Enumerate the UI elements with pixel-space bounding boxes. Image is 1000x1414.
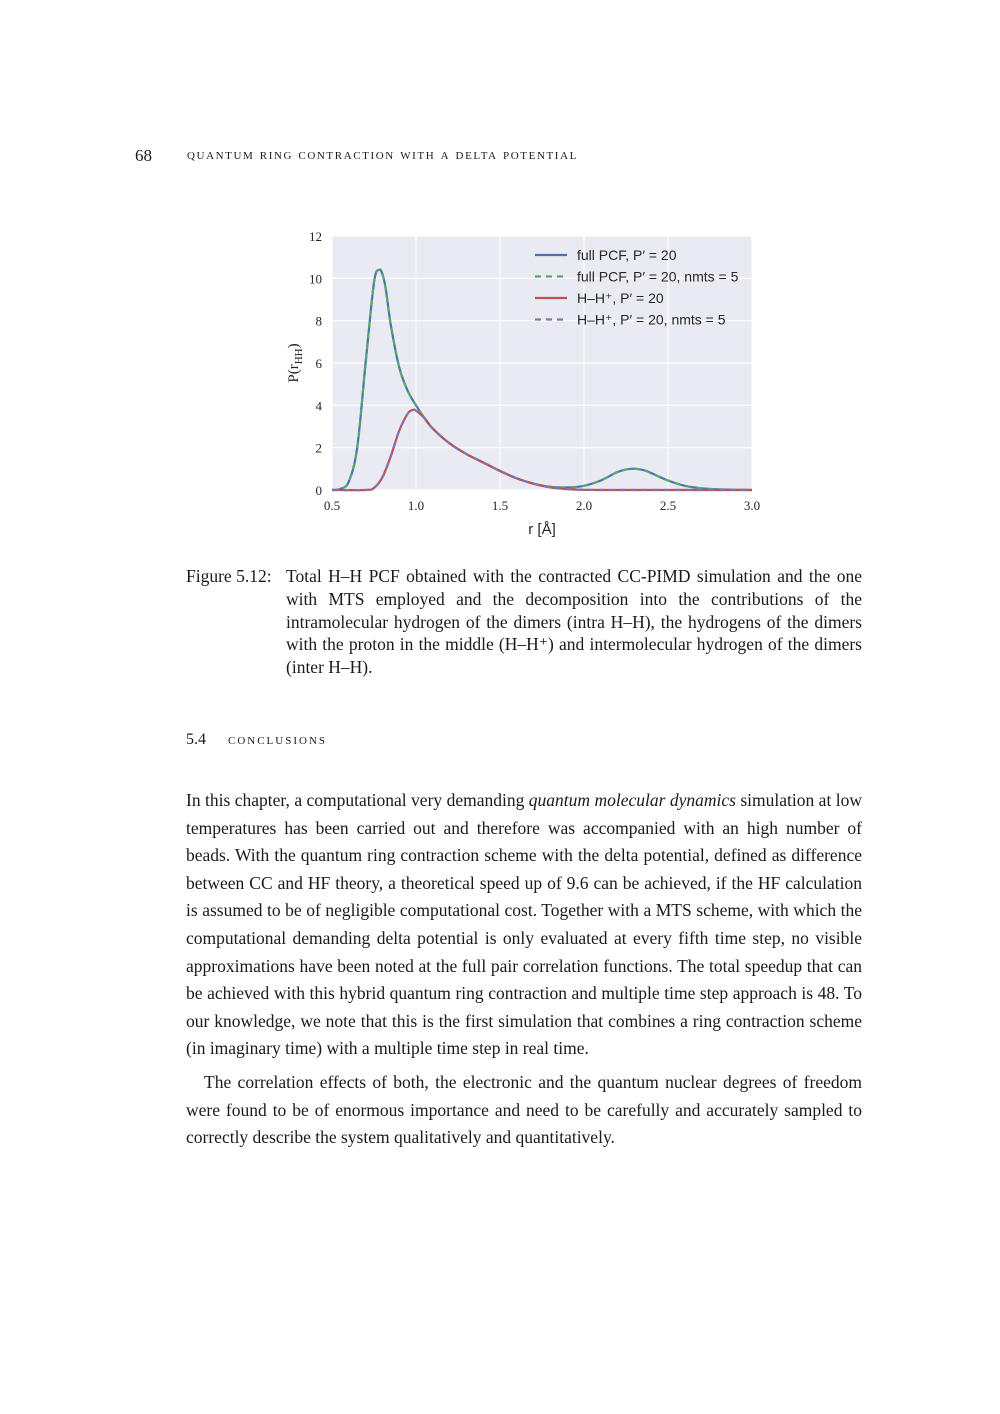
y-tick-labels — [309, 229, 323, 498]
y-tick-label: 4 — [315, 398, 322, 414]
header-title: quantum ring contraction with a delta potential — [187, 147, 578, 163]
legend-entry: H–H⁺, P′ = 20, nmts = 5 — [577, 311, 726, 328]
caption-text: Total H–H PCF obtained with the contracted CC-PIMD simulation and the one with MTS employed and the decomposition into the contributions of the intramolecular hydrogen of the dimers (intra H–H), the hydrogens of the dimers with the proton in the middle (H–H⁺) and intermolecular hydrogen of the dimers (inter H–H). — [286, 566, 862, 678]
x-tick-label: 1.5 — [491, 498, 509, 513]
section-number: 5.4 — [186, 731, 206, 748]
legend-entry: full PCF, P′ = 20, nmts = 5 — [577, 268, 739, 285]
x-axis-label: r [Å] — [528, 521, 556, 538]
y-tick-label: 6 — [315, 356, 322, 371]
y-axis-label: $P(r_{HH})$ — [286, 343, 305, 383]
emphasis: quantum molecular dynamics — [528, 790, 736, 810]
x-tick-label: 3.0 — [743, 498, 761, 513]
y-tick-label: 12 — [309, 229, 322, 244]
y-tick-label: 2 — [315, 440, 322, 456]
legend-entry: full PCF, P′ = 20 — [577, 247, 677, 263]
section-heading — [186, 731, 327, 749]
legend-entry: H–H⁺, P′ = 20 — [577, 290, 664, 306]
y-tick-label: 10 — [309, 271, 322, 287]
caption-label: Figure 5.12: — [186, 566, 272, 586]
x-tick-labels — [324, 498, 760, 513]
page-number: 68 — [135, 146, 152, 165]
y-tick-label: 0 — [315, 483, 322, 498]
body-text — [186, 787, 862, 1152]
x-tick-label: 0.5 — [323, 498, 341, 513]
x-tick-label: 2.0 — [575, 498, 593, 513]
paragraph-2: The correlation effects of both, the electronic and the quantum nuclear degrees of freedom were found to be of enormous importance and need to be carefully and accurately sampled to correctly describe the system qualitatively and quantitatively. — [186, 1071, 862, 1148]
pcf-figure — [270, 220, 770, 550]
figure-caption — [186, 565, 862, 679]
x-tick-label: 2.5 — [659, 498, 677, 513]
x-tick-label: 1.0 — [407, 498, 425, 513]
paragraph-1: In this chapter, a computational very demanding quantum molecular dynamics simulation at low temperatures has been carried out and therefore was accompanied with an high number of beads. With the quantum ring contraction scheme with the delta potential, defined as difference between CC and HF theory, a theoretical speed up of 9.6 can be achieved, if the HF calculation is assumed to be of negligible computational cost. Together with a MTS scheme, with which the computational demanding delta potential is only evaluated at every fifth time step, no visible approximations have been noted at the full pair correlation functions. The total speedup that can be achieved with this hybrid quantum ring contraction and multiple time step approach is 48. To our knowledge, we note that this is the first simulation that combines a ring contraction scheme (in imaginary time) with a multiple time step in real time. — [186, 790, 862, 1059]
section-title: conclusions — [228, 731, 328, 748]
running-header — [135, 146, 695, 170]
y-tick-label: 8 — [315, 313, 322, 329]
